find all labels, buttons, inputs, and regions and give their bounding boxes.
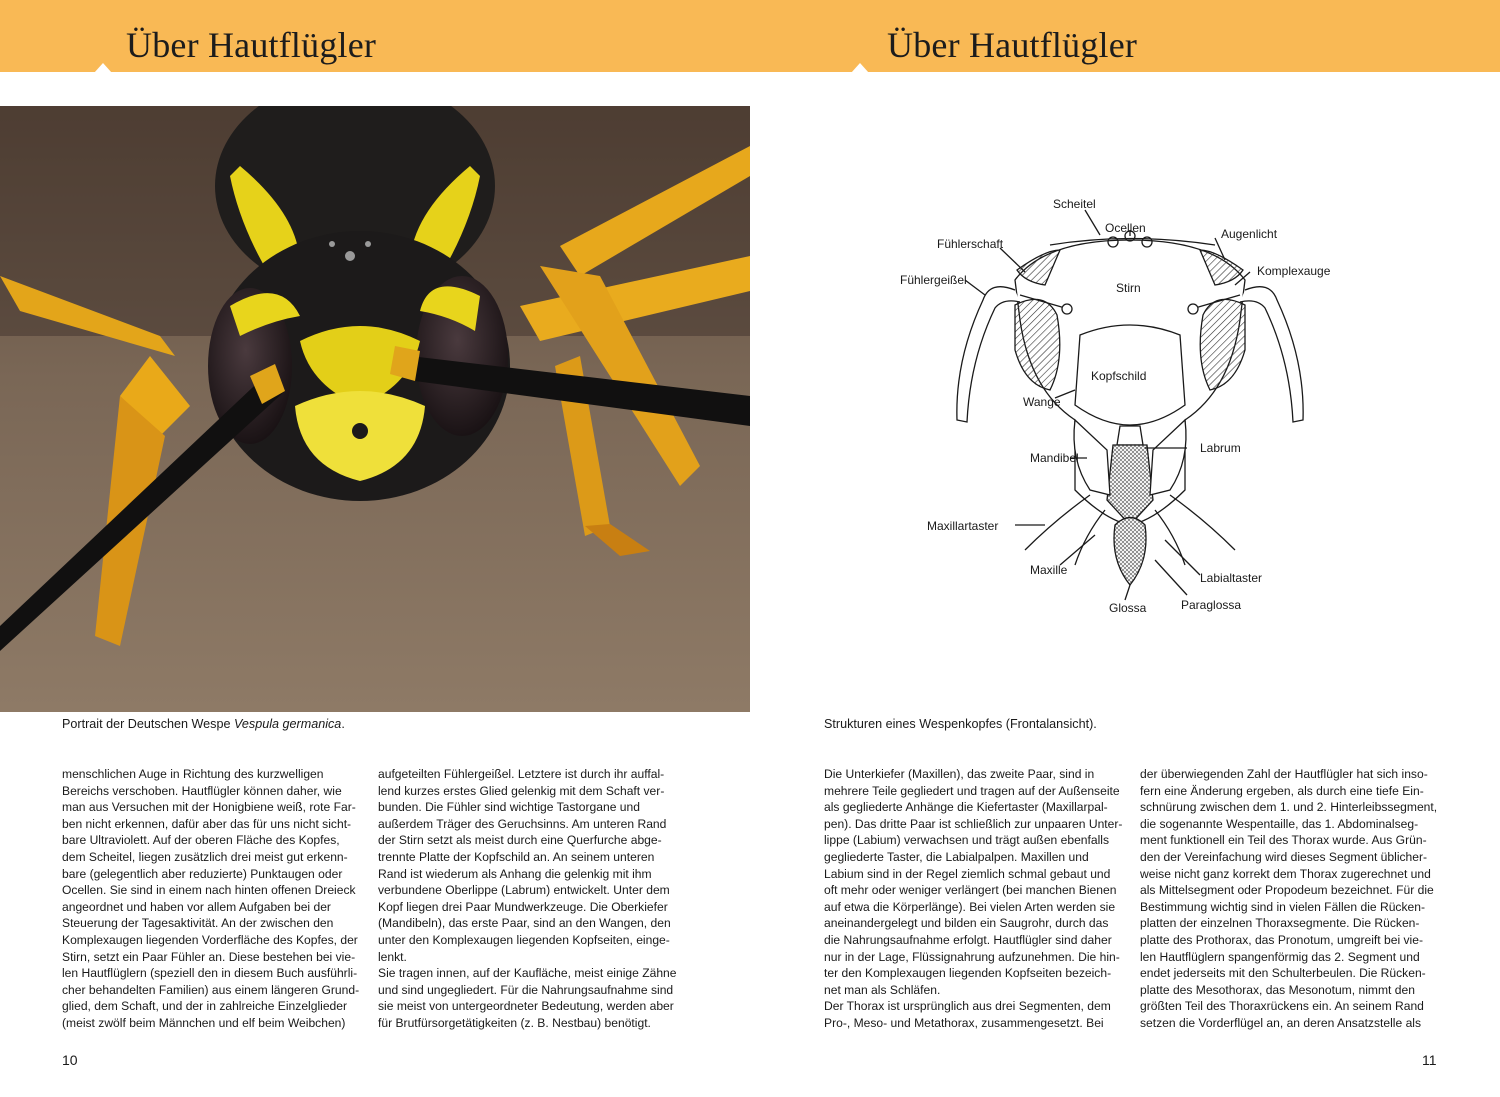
glossa-shape: [1114, 518, 1146, 586]
text-line: platte des Mesothorax, das Mesonotum, nimmt den: [1140, 982, 1415, 997]
right-text-column-2: [1140, 766, 1438, 1032]
photo-caption-species: Vespula germanica: [233, 717, 342, 731]
text-line: Rand ist wiederum als Anhang die gelenkig mit ihm: [378, 866, 652, 881]
text-line: Labium sind in der Regel ziemlich schmal gebaut und: [824, 866, 1111, 881]
right-page-title: Über Hautflügler: [887, 25, 1138, 65]
text-line: Die Unterkiefer (Maxillen), das zweite Paar, sind in: [824, 767, 1095, 781]
text-line: setzen die Vorderflügel an, an deren Ansatzstelle als: [1140, 1015, 1422, 1030]
text-line: und sind ungegliedert. Für die Nahrungsaufnahme sind: [378, 982, 674, 997]
text-line: die Nahrungsaufnahme erfolgt. Hautflügler sind daher: [824, 932, 1112, 947]
label-paraglossa: Paraglossa: [1181, 598, 1242, 612]
right-text-column-1: [824, 766, 1123, 1032]
text-line: Der Thorax ist ursprünglich aus drei Segmenten, dem: [824, 999, 1111, 1014]
text-line: fern eine Änderung ergeben, als durch eine tiefe Ein-: [1140, 783, 1424, 798]
text-line: weise nicht ganz korrekt dem Thorax zugerechnet und: [1140, 866, 1431, 881]
left-header-notch: [94, 63, 112, 73]
label-fuehlergeissel: Fühlergeißel: [900, 273, 967, 287]
label-maxille: Maxille: [1030, 563, 1068, 577]
label-labrum: Labrum: [1200, 441, 1241, 455]
compound-eye-left: [1015, 299, 1060, 390]
diagram-caption: Strukturen eines Wespenkopfes (Frontalansicht).: [824, 717, 1097, 731]
text-line: net man als Schläfen.: [824, 982, 941, 997]
wasp-head-diagram: [895, 190, 1355, 620]
text-line: angeordnet und haben vor allem Aufgaben bei der: [62, 899, 331, 914]
text-line: len Hautflüglern spangenförmig das 2. Segment und: [1140, 949, 1420, 964]
text-line: dem Scheitel, liegen zusätzlich drei meist gut erkenn-: [62, 849, 348, 864]
text-line: platte des Prothorax, das Pronotum, umgreift bei vie-: [1140, 932, 1423, 947]
text-line: als gegliederte Anhänge die Kiefertaster (Maxillarpal-: [824, 800, 1108, 815]
label-komplexauge: Komplexauge: [1257, 264, 1331, 278]
text-line: (meist zwölf beim Männchen und elf beim Weibchen): [62, 1015, 346, 1030]
photo-caption-prefix: Portrait der Deutschen Wespe: [62, 717, 234, 731]
left-text-column-1: [62, 766, 360, 1032]
text-line: oft mehr oder weniger verlängert (bei manchen Bienen: [824, 883, 1117, 898]
text-line: Steuerung der Tagesaktivität. An der zwischen den: [62, 916, 334, 931]
text-line: der überwiegenden Zahl der Hautflügler hat sich inso-: [1140, 767, 1428, 781]
text-line: außerdem Träger des Geruchsinns. Am unteren Rand: [378, 816, 667, 831]
text-line: ben nicht erkennen, dafür aber das für uns nicht sicht-: [62, 816, 352, 831]
text-line: gegliederte Taster, die Labialpalpen. Maxillen und: [824, 849, 1089, 864]
text-line: Bereichs verschoben. Hautflügler können daher, wie: [62, 783, 342, 798]
label-augenlicht: Augenlicht: [1221, 227, 1278, 241]
labial-palp-right: [1155, 510, 1185, 565]
photo-caption: [62, 717, 345, 731]
label-maxillartaster: Maxillartaster: [927, 519, 999, 533]
text-line: der Stirn setzt als meist durch eine Querfurche abge-: [378, 833, 662, 848]
text-line: endet jederseits mit den Schulterbeulen. Die Rücken-: [1140, 966, 1426, 981]
text-line: cher behandelten Familien) aus einem längeren Grund-: [62, 982, 360, 997]
text-line: Komplexaugen liegenden Vorderfläche des Kopfes, der: [62, 932, 358, 947]
text-line: Kopf liegen drei Paar Mundwerkzeuge. Die Oberkiefer: [378, 899, 668, 914]
text-line: trennte Platte der Kopfschild an. An seinem unteren: [378, 849, 655, 864]
text-line: unter den Komplexaugen liegenden Kopfseiten, einge-: [378, 932, 670, 947]
label-scheitel: Scheitel: [1053, 197, 1096, 211]
label-mandibel: Mandibel: [1030, 451, 1079, 465]
text-line: aufgeteilten Fühlergeißel. Letztere ist durch ihr auffal-: [378, 767, 665, 781]
text-line: als Mittelsegment oder Propodeum bezeichnet. Für die: [1140, 883, 1434, 898]
text-line: den der Vereinfachung wird dieses Segment üblicher-: [1140, 849, 1428, 864]
text-line: aneinandergelegt und bilden ein Saugrohr, durch das: [824, 916, 1109, 931]
text-line: Ocellen. Sie sind in einem nach hinten offenen Dreieck: [62, 883, 356, 898]
maxillary-palp-left: [1025, 495, 1090, 550]
text-line: menschlichen Auge in Richtung des kurzwelligen: [62, 767, 324, 781]
label-labialtaster: Labialtaster: [1200, 571, 1263, 585]
antenna-right: [1240, 287, 1303, 422]
text-line: bunden. Die Fühler sind wichtige Tastorgane und: [378, 800, 640, 815]
text-line: nur in der Lage, Flüssignahrung aufzunehmen. Die hin-: [824, 949, 1120, 964]
text-line: sie meist von untergeordneter Bedeutung, werden aber: [378, 999, 674, 1014]
right-header-notch: [851, 63, 869, 73]
text-line: man aus Versuchen mit der Honigbiene weiß, rote Far-: [62, 800, 356, 815]
label-wange: Wange: [1023, 395, 1061, 409]
left-page-number: 10: [62, 1052, 78, 1068]
right-page-number: 11: [1422, 1052, 1437, 1068]
labrum: [1117, 426, 1143, 445]
label-ocellen: Ocellen: [1105, 221, 1146, 235]
text-line: ment funktionell ein Teil des Thorax wurde. Aus Grün-: [1140, 833, 1427, 848]
text-line: len Hautflüglern (speziell den in diesem Buch ausführli-: [62, 966, 358, 981]
left-page-title: Über Hautflügler: [126, 25, 377, 65]
text-line: verbundene Oberlippe (Labrum) entwickelt. Unter dem: [378, 883, 670, 898]
text-line: die sogenannte Wespentaille, das 1. Abdominalseg-: [1140, 816, 1419, 831]
antenna-left: [957, 287, 1020, 422]
text-line: schnürung zwischen dem 1. und 2. Hinterleibssegment,: [1140, 800, 1438, 815]
label-glossa: Glossa: [1109, 601, 1147, 615]
compound-eye-right: [1200, 299, 1245, 390]
label-stirn: Stirn: [1116, 281, 1141, 295]
label-fuehlerschaft: Fühlerschaft: [937, 237, 1004, 251]
maxillary-palp-right: [1170, 495, 1235, 550]
text-line: Bestimmung wichtig sind in vielen Fällen die Rücken-: [1140, 899, 1426, 914]
text-line: platten der einzelnen Thoraxsegmente. Die Rücken-: [1140, 916, 1420, 931]
left-text-column-2: [378, 766, 677, 1032]
label-kopfschild: Kopfschild: [1091, 369, 1147, 383]
text-line: größten Teil des Thoraxrückens ein. An seinem Rand: [1140, 999, 1424, 1014]
text-line: Sie tragen innen, auf der Kaufläche, meist einige Zähne: [378, 966, 677, 981]
text-line: bare Ultraviolett. Auf der oberen Fläche des Kopfes,: [62, 833, 340, 848]
text-line: pen). Das dritte Paar ist schließlich zur unpaaren Unter-: [824, 816, 1123, 831]
text-line: auf etwa die Körperlänge). Bei vielen Arten werden sie: [824, 899, 1116, 914]
text-line: glied, dem Schaft, und der in zahlreiche Einzelglieder: [62, 999, 348, 1014]
text-line: Stirn, setzt ein Paar Fühler an. Diese bestehen bei vie-: [62, 949, 356, 964]
text-line: Pro-, Meso- und Metathorax, zusammengesetzt. Bei: [824, 1015, 1104, 1030]
text-line: lend kurzes erstes Glied gelenkig mit dem Schaft ver-: [378, 783, 665, 798]
text-line: ter den Komplexaugen liegenden Kopfseiten bezeich-: [824, 966, 1112, 981]
photo-caption-suffix: .: [341, 717, 345, 731]
text-line: mehrere Teile gegliedert und tragen auf der Außenseite: [824, 783, 1120, 798]
text-line: bare (gelegentlich aber reduzierte) Punktaugen oder: [62, 866, 343, 881]
text-line: für Brutfürsorgetätigkeiten (z. B. Nestbau) benötigt.: [378, 1015, 651, 1030]
labial-palp-left: [1075, 510, 1105, 565]
wasp-head-photo: [0, 106, 750, 712]
text-line: lippe (Labium) verwachsen und trägt außen ebenfalls: [824, 833, 1110, 848]
text-line: lenkt.: [378, 949, 407, 964]
text-line: (Mandibeln), das erste Paar, sind an den Wangen, den: [378, 916, 671, 931]
